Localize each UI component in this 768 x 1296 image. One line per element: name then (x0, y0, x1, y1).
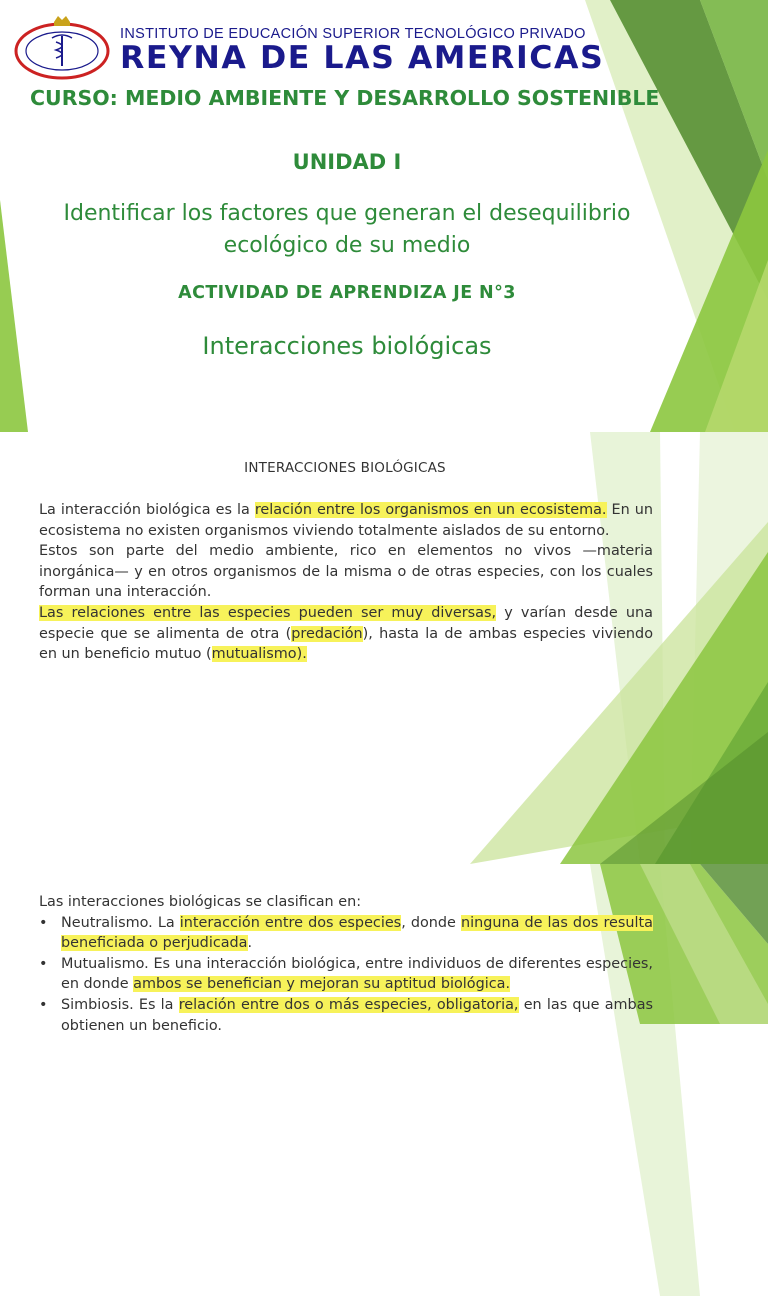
topic-title: Interacciones biológicas (202, 332, 492, 360)
title-slide (0, 0, 768, 432)
highlighted-text: relación entre dos o más especies, obligatoria, (178, 996, 519, 1013)
highlighted-text: interacción entre dos especies (179, 914, 402, 931)
content-slide-2 (0, 864, 768, 1034)
course-title: CURSO: MEDIO AMBIENTE Y DESARROLLO SOSTENIBLE (30, 86, 660, 110)
text-run: . (247, 935, 253, 952)
highlighted-text: relación entre los organismos en un ecosistema. (254, 502, 607, 518)
text-run: , donde (401, 914, 461, 931)
content-slide-1 (0, 432, 768, 864)
bullet: • (39, 914, 48, 931)
list-item (39, 913, 653, 954)
section-heading: INTERACCIONES BIOLÓGICAS (244, 460, 446, 476)
paragraph (39, 500, 653, 541)
text-run: Mutualismo. Es una interacción biológica, entre individuos de diferentes especies, en donde (61, 955, 653, 993)
text-run: ), hasta la de ambas especies viviendo en un beneficio mutuo ( (39, 625, 653, 663)
bullet: • (39, 996, 48, 1013)
text-run: En un ecosistema no existen organismos viviendo totalmente aislados de su entorno. (39, 502, 654, 539)
highlighted-text: Las relaciones entre las especies pueden ser muy diversas, (39, 604, 497, 621)
institute-name-line1: INSTITUTO DE EDUCACIÓN SUPERIOR TECNOLÓGICO PRIVADO (120, 26, 586, 42)
text-run: Simbiosis. Es la (61, 996, 179, 1013)
unit-title: UNIDAD I (292, 150, 402, 174)
paragraph: Estos son parte del medio ambiente, rico en elementos no vivos —materia inorgánica— y en otros organismos de la misma o de otras especies, con los cuales forman una interacción. (39, 543, 653, 601)
objective-text: Identificar los factores que generan el desequilibrio ecológico de su medio (63, 201, 631, 258)
text-run: y varían desde una especie que se alimenta de otra ( (39, 604, 653, 642)
body-text (39, 500, 653, 665)
highlighted-text: mutualismo). (211, 646, 307, 663)
text-run: en las que ambas obtienen un beneficio. (61, 996, 654, 1034)
institute-name-line2: REYNA DE LAS AMERICAS (120, 40, 605, 76)
list-item (39, 954, 653, 995)
body-text (39, 892, 653, 1036)
highlighted-text: predación (291, 625, 363, 642)
list-item (39, 995, 653, 1036)
paragraph (39, 603, 653, 665)
highlighted-text: ninguna de las dos resulta beneficiada o perjudicada (61, 914, 653, 952)
text-run: La interacción biológica es la (39, 502, 255, 518)
text-run: Neutralismo. La (61, 914, 180, 931)
bullet: • (39, 955, 48, 972)
institute-logo (14, 14, 110, 80)
intro-line: Las interacciones biológicas se clasifican en: (39, 894, 362, 910)
highlighted-text: ambos se benefician y mejoran su aptitud biológica. (133, 976, 511, 993)
activity-title: ACTIVIDAD DE APRENDIZA JE N°3 (178, 283, 516, 303)
